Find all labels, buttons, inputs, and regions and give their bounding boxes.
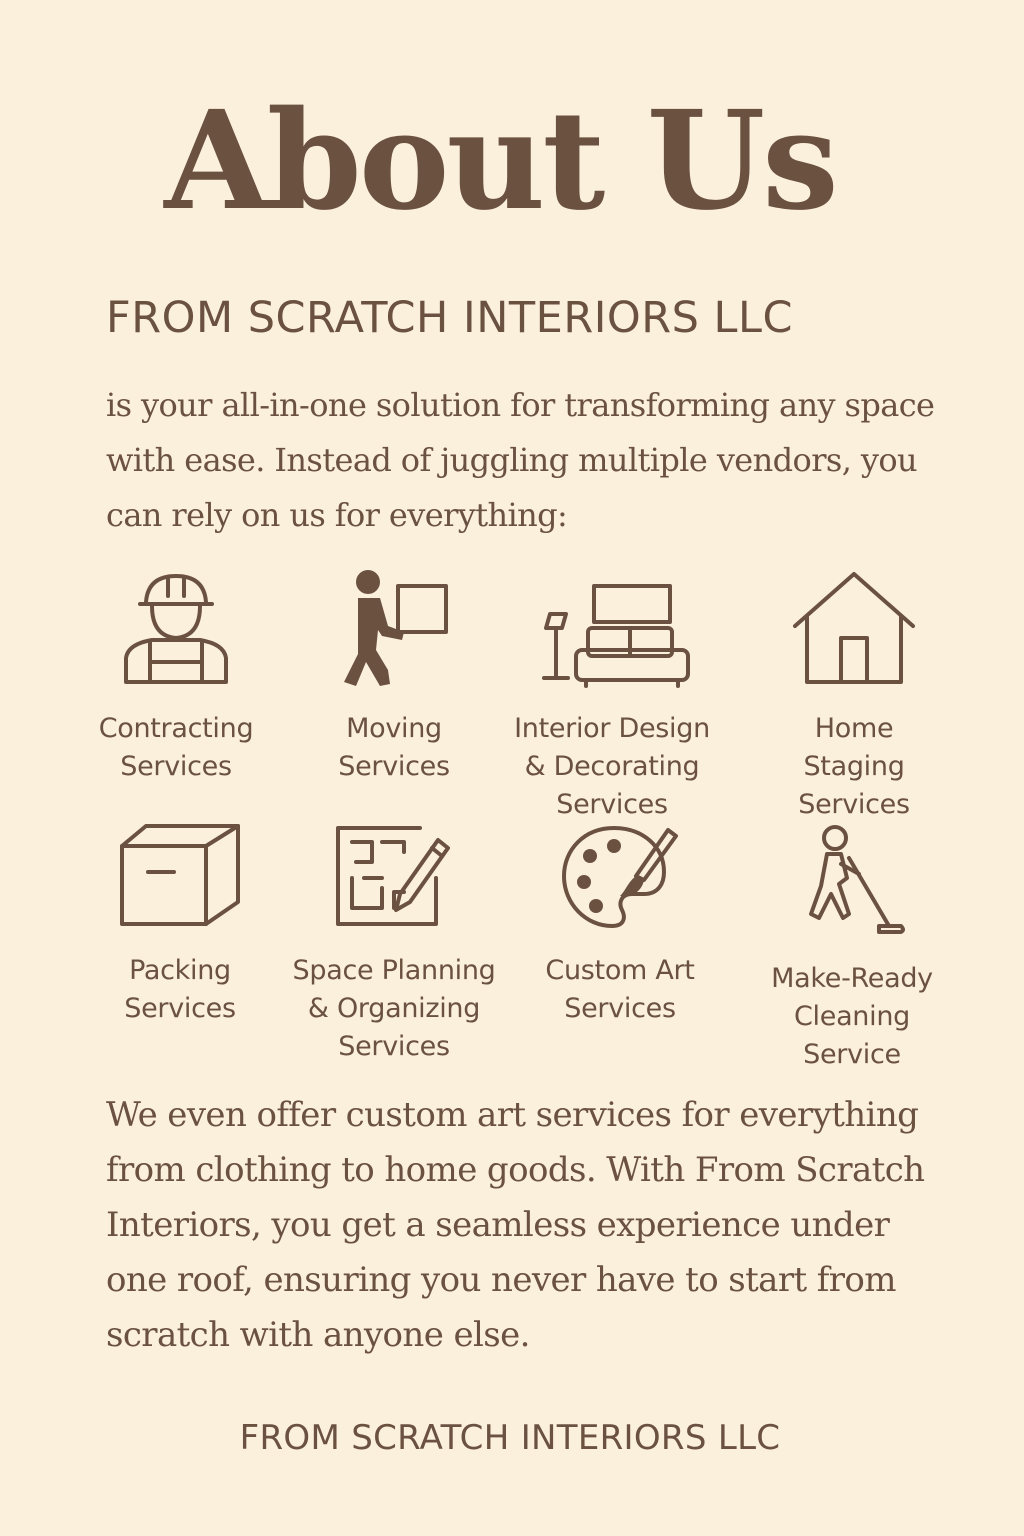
service-moving: [274, 566, 514, 786]
service-contracting: [56, 566, 296, 786]
service-label: Interior Design & Decorating Services: [514, 713, 710, 820]
palette-icon: [560, 822, 680, 930]
service-packing: [60, 822, 300, 1028]
footer-company-name: FROM SCRATCH INTERIORS LLC: [239, 1418, 781, 1458]
service-label: Contracting Services: [98, 713, 254, 782]
house-icon: [791, 566, 917, 690]
contractor-icon: [116, 566, 236, 686]
box-icon: [118, 822, 242, 930]
service-custom-art: [500, 822, 740, 1028]
service-cleaning: [732, 822, 972, 1074]
service-label: Custom Art Services: [545, 955, 695, 1024]
floor-plan-icon: [334, 822, 454, 930]
sofa-icon: [532, 566, 692, 690]
service-home-staging: [734, 566, 974, 824]
vacuum-cleaner-icon: [797, 822, 907, 938]
outro-paragraph: We even offer custom art services for everything from clothing to home goods. With From Scratch Interiors, you get a seamless experience under one roof, ensuring you never have to start from scratch with anyone else.: [106, 1095, 925, 1355]
service-label: Moving Services: [338, 713, 450, 782]
service-label: Make-Ready Cleaning Service: [771, 963, 933, 1070]
service-label: Home Staging Services: [798, 713, 910, 820]
intro-paragraph: is your all-in-one solution for transforming any space with ease. Instead of juggling multiple vendors, you can rely on us for everything:: [106, 386, 935, 534]
service-label: Space Planning & Organizing Services: [292, 955, 496, 1062]
service-space-planning: [274, 822, 514, 1066]
mover-icon: [334, 566, 454, 690]
company-name: FROM SCRATCH INTERIORS LLC: [106, 293, 793, 343]
service-label: Packing Services: [124, 955, 236, 1024]
service-interior-design: [492, 566, 732, 824]
page-title: About Us: [164, 81, 836, 241]
